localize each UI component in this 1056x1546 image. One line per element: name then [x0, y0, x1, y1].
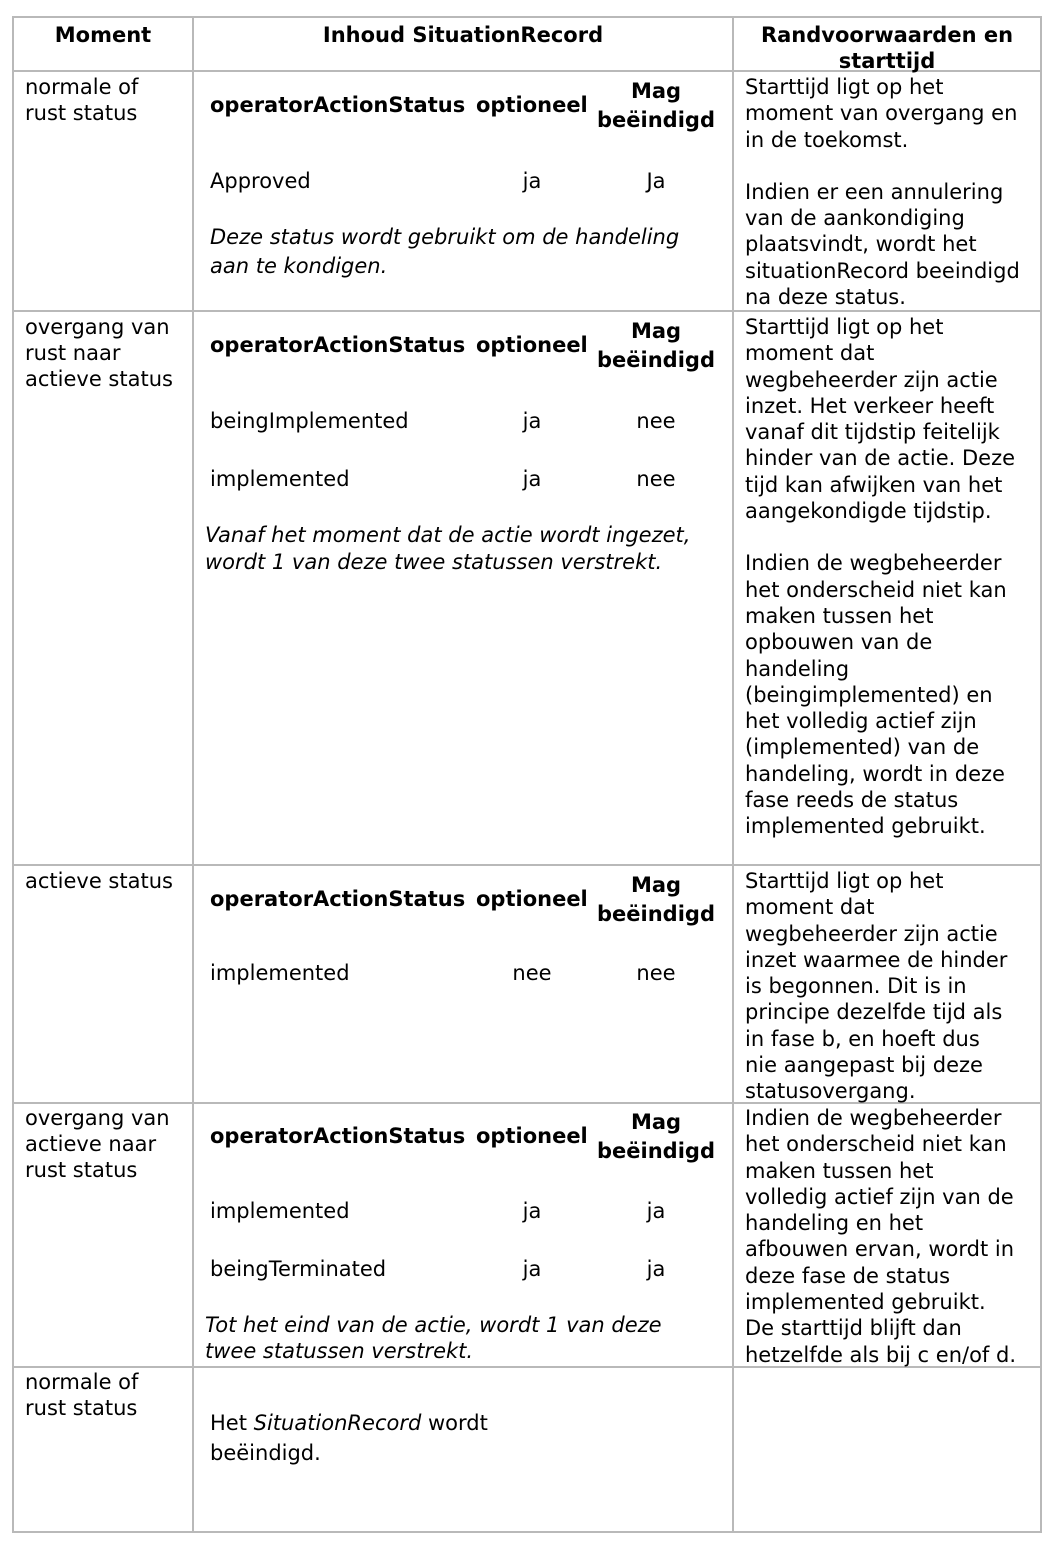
- row2-status2-optioneel: ja: [522, 467, 542, 491]
- row4-status2-optioneel: ja: [522, 1257, 542, 1281]
- status-table: [12, 16, 1042, 1533]
- row1-status-optioneel: ja: [522, 169, 542, 193]
- header-randvoorwaarden: Randvoorwaarden en starttijd: [760, 23, 1014, 73]
- row4-status1-mag: ja: [646, 1199, 666, 1223]
- row3-status-mag: nee: [636, 961, 676, 985]
- row2-mag-header: Mag beëindigd: [597, 319, 715, 372]
- row4-status-header: operatorActionStatus: [210, 1124, 466, 1148]
- row4-note: Tot het eind van de actie, wordt 1 van deze twee statussen verstrekt.: [205, 1313, 662, 1363]
- row3-status-name: implemented: [210, 961, 350, 985]
- row1-status-name: Approved: [210, 169, 311, 193]
- row4-mag-header: Mag beëindigd: [597, 1110, 715, 1163]
- row2-status2-name: implemented: [210, 467, 350, 491]
- row3-moment: actieve status: [25, 869, 173, 893]
- row4-status1-optioneel: ja: [522, 1199, 542, 1223]
- row1-mag-header: Mag beëindigd: [597, 79, 715, 132]
- row5-moment: normale of rust status: [25, 1370, 139, 1420]
- border-top: [12, 16, 1042, 18]
- row4-optioneel-header: optioneel: [476, 1124, 588, 1148]
- row3-mag-header: Mag beëindigd: [597, 873, 715, 926]
- row3-status-header: operatorActionStatus: [210, 887, 466, 911]
- row2-status1-name: beingImplemented: [210, 409, 409, 433]
- row4-moment: overgang van actieve naar rust status: [25, 1106, 170, 1182]
- row2-status2-mag: nee: [636, 467, 676, 491]
- row2-status1-mag: nee: [636, 409, 676, 433]
- row2-conditions: Starttijd ligt op het moment dat wegbeheerder zijn actie inzet. Het verkeer heeft vanaf dit tijdstip feitelijk hinder van de actie. Deze tijd kan afwijken van het aangekondigde tijdstip. Indien de wegbeheerder het onderscheid niet kan maken tussen het opbouwen van de handeling (beingimplemented) en het volledig actief zijn (implemented) van de handeling, wordt in deze fase reeds de status implemented gebruikt.: [745, 315, 1016, 839]
- row1-conditions: Starttijd ligt op het moment van overgang en in de toekomst. Indien er een annulering van de aankondiging plaatsvindt, wordt het situationRecord beeindigd na deze status.: [745, 75, 1020, 310]
- row2-status1-optioneel: ja: [522, 409, 542, 433]
- row4-status1-name: implemented: [210, 1199, 350, 1223]
- row4-status2-mag: ja: [646, 1257, 666, 1281]
- row2-moment: overgang van rust naar actieve status: [25, 315, 173, 391]
- row1-optioneel-header: optioneel: [476, 93, 588, 117]
- border-right: [1040, 16, 1042, 1533]
- border-left: [12, 16, 14, 1533]
- row1-status-mag: Ja: [646, 169, 666, 193]
- header-inhoud: Inhoud SituationRecord: [322, 23, 604, 47]
- row3-optioneel-header: optioneel: [476, 887, 588, 911]
- row2-note: Vanaf het moment dat de actie wordt ingezet, wordt 1 van deze twee statussen verstrekt.: [205, 523, 691, 574]
- row3-status-optioneel: nee: [512, 961, 552, 985]
- row1-status-header: operatorActionStatus: [210, 93, 466, 117]
- row2-status-header: operatorActionStatus: [210, 333, 466, 357]
- row5-final-text: Het SituationRecord wordt beëindigd.: [210, 1411, 488, 1465]
- column-divider-1: [192, 16, 194, 1533]
- header-moment: Moment: [54, 23, 152, 47]
- row2-optioneel-header: optioneel: [476, 333, 588, 357]
- column-divider-2: [732, 16, 734, 1533]
- row4-conditions: Indien de wegbeheerder het onderscheid niet kan maken tussen het volledig actief zijn van de handeling en het afbouwen ervan, wordt in deze fase de status implemented gebruikt. De starttijd blijft dan hetzelfde als bij c en/of d.: [745, 1106, 1017, 1367]
- row1-moment: normale of rust status: [25, 75, 139, 125]
- border-bottom: [12, 1531, 1042, 1533]
- row4-status2-name: beingTerminated: [210, 1257, 387, 1281]
- row1-note: Deze status wordt gebruikt om de handeling aan te kondigen.: [210, 225, 680, 278]
- row3-conditions: Starttijd ligt op het moment dat wegbeheerder zijn actie inzet waarmee de hinder is begonnen. Dit is in principe dezelfde tijd als in fase b, en hoeft dus nie aangepast bij deze statusovergang.: [745, 869, 1008, 1104]
- row-divider-2: [12, 864, 1042, 866]
